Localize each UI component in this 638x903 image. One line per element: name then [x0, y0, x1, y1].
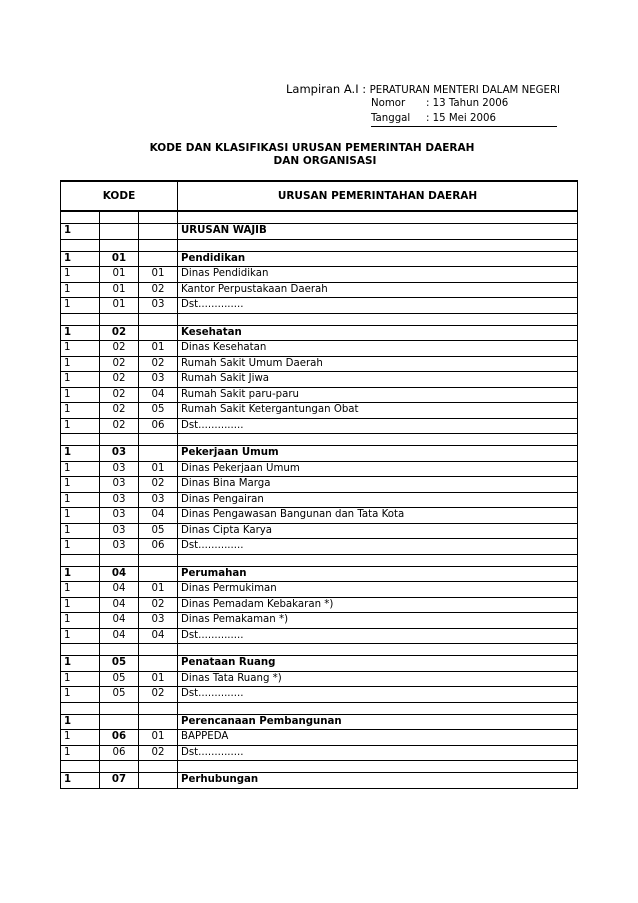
cell-unit-code: 04: [139, 387, 178, 403]
cell-unit-code: [139, 656, 178, 672]
cell-bidang-code: 02: [100, 387, 139, 403]
cell-unit-code: [139, 714, 178, 730]
cell-description: Perumahan: [178, 566, 578, 582]
cell-bidang-code: 05: [100, 671, 139, 687]
cell-unit-code: 02: [139, 745, 178, 761]
cell-description: Rumah Sakit Umum Daerah: [178, 356, 578, 372]
cell-description: Dinas Pengawasan Bangunan dan Tata Kota: [178, 508, 578, 524]
table-row: [61, 418, 578, 434]
cell-urusan-code: 1: [61, 582, 100, 598]
category-row: [61, 714, 578, 730]
spacer-row: [61, 211, 578, 224]
category-row: [61, 656, 578, 672]
cell-urusan-code: 1: [61, 341, 100, 357]
cell-bidang-code: 07: [100, 773, 139, 789]
category-row: [61, 251, 578, 267]
cell-unit-code: 01: [139, 582, 178, 598]
cell-bidang-code: 03: [100, 477, 139, 493]
cell-unit-code: 02: [139, 282, 178, 298]
nomor-value: : 13 Tahun 2006: [426, 98, 509, 109]
cell-urusan-code: [61, 313, 100, 325]
cell-urusan-code: 1: [61, 251, 100, 267]
cell-description: Dinas Kesehatan: [178, 341, 578, 357]
category-row: [61, 446, 578, 462]
cell-bidang-code: [100, 211, 139, 224]
cell-description: Dinas Tata Ruang *): [178, 671, 578, 687]
cell-unit-code: 01: [139, 267, 178, 283]
table-row: [61, 613, 578, 629]
column-header-urusan: URUSAN PEMERINTAHAN DAERAH: [178, 181, 578, 211]
cell-bidang-code: 06: [100, 745, 139, 761]
cell-description: Rumah Sakit Ketergantungan Obat: [178, 403, 578, 419]
cell-bidang-code: [100, 313, 139, 325]
spacer-row: [61, 644, 578, 656]
cell-description: Dinas Pengairan: [178, 492, 578, 508]
table-row: [61, 372, 578, 388]
cell-urusan-code: [61, 211, 100, 224]
cell-unit-code: 06: [139, 418, 178, 434]
cell-bidang-code: 05: [100, 687, 139, 703]
cell-description: Dst..............: [178, 418, 578, 434]
cell-bidang-code: 03: [100, 492, 139, 508]
cell-unit-code: 01: [139, 341, 178, 357]
cell-urusan-code: 1: [61, 508, 100, 524]
spacer-row: [61, 239, 578, 251]
cell-urusan-code: 1: [61, 224, 100, 240]
table-row: [61, 730, 578, 746]
cell-urusan-code: 1: [61, 325, 100, 341]
cell-unit-code: 04: [139, 508, 178, 524]
lampiran-line: [286, 82, 560, 98]
cell-description: Dst..............: [178, 628, 578, 644]
cell-urusan-code: 1: [61, 597, 100, 613]
cell-unit-code: [139, 251, 178, 267]
cell-description: [178, 644, 578, 656]
cell-urusan-code: 1: [61, 687, 100, 703]
tanggal-label: Tanggal: [371, 113, 411, 124]
cell-description: Dinas Bina Marga: [178, 477, 578, 493]
cell-unit-code: 05: [139, 403, 178, 419]
cell-unit-code: 01: [139, 671, 178, 687]
table-row: [61, 267, 578, 283]
cell-unit-code: 02: [139, 687, 178, 703]
cell-urusan-code: 1: [61, 773, 100, 789]
cell-urusan-code: 1: [61, 492, 100, 508]
cell-unit-code: [139, 644, 178, 656]
cell-urusan-code: 1: [61, 372, 100, 388]
cell-bidang-code: 02: [100, 403, 139, 419]
cell-unit-code: 02: [139, 597, 178, 613]
cell-urusan-code: 1: [61, 745, 100, 761]
cell-description: [178, 239, 578, 251]
cell-description: [178, 313, 578, 325]
cell-unit-code: 01: [139, 461, 178, 477]
cell-unit-code: [139, 224, 178, 240]
cell-unit-code: [139, 325, 178, 341]
cell-unit-code: 05: [139, 523, 178, 539]
cell-urusan-code: 1: [61, 523, 100, 539]
cell-bidang-code: 01: [100, 282, 139, 298]
cell-bidang-code: [100, 434, 139, 446]
cell-unit-code: 03: [139, 613, 178, 629]
cell-unit-code: [139, 446, 178, 462]
cell-bidang-code: [100, 714, 139, 730]
cell-unit-code: 06: [139, 539, 178, 555]
lampiran-reference: PERATURAN MENTERI DALAM NEGERI: [369, 85, 561, 96]
cell-unit-code: 02: [139, 356, 178, 372]
cell-description: Dinas Pekerjaan Umum: [178, 461, 578, 477]
cell-description: Rumah Sakit paru-paru: [178, 387, 578, 403]
cell-urusan-code: 1: [61, 418, 100, 434]
cell-unit-code: [139, 761, 178, 773]
spacer-row: [61, 761, 578, 773]
spacer-row: [61, 702, 578, 714]
lampiran-label: Lampiran A.I :: [286, 82, 367, 96]
cell-urusan-code: 1: [61, 446, 100, 462]
cell-bidang-code: [100, 239, 139, 251]
cell-bidang-code: [100, 554, 139, 566]
cell-urusan-code: 1: [61, 730, 100, 746]
cell-urusan-code: [61, 761, 100, 773]
cell-bidang-code: 04: [100, 582, 139, 598]
cell-bidang-code: 02: [100, 341, 139, 357]
cell-description: [178, 761, 578, 773]
cell-urusan-code: 1: [61, 461, 100, 477]
cell-urusan-code: 1: [61, 714, 100, 730]
cell-description: [178, 211, 578, 224]
cell-urusan-code: 1: [61, 613, 100, 629]
cell-urusan-code: 1: [61, 671, 100, 687]
cell-unit-code: [139, 773, 178, 789]
table-row: [61, 492, 578, 508]
cell-bidang-code: 03: [100, 523, 139, 539]
table-row: [61, 282, 578, 298]
cell-urusan-code: [61, 434, 100, 446]
cell-description: Perencanaan Pembangunan: [178, 714, 578, 730]
cell-description: Pendidikan: [178, 251, 578, 267]
cell-bidang-code: 03: [100, 508, 139, 524]
table-body: [61, 211, 578, 788]
cell-urusan-code: [61, 554, 100, 566]
cell-unit-code: [139, 702, 178, 714]
table-row: [61, 745, 578, 761]
cell-description: Kesehatan: [178, 325, 578, 341]
cell-description: Perhubungan: [178, 773, 578, 789]
cell-bidang-code: 03: [100, 461, 139, 477]
cell-urusan-code: 1: [61, 356, 100, 372]
table-row: [61, 356, 578, 372]
cell-description: Dinas Pemadam Kebakaran *): [178, 597, 578, 613]
cell-unit-code: [139, 211, 178, 224]
cell-urusan-code: [61, 239, 100, 251]
category-row: [61, 566, 578, 582]
cell-unit-code: [139, 554, 178, 566]
table-row: [61, 687, 578, 703]
cell-bidang-code: [100, 702, 139, 714]
cell-bidang-code: 04: [100, 628, 139, 644]
table-row: [61, 341, 578, 357]
cell-unit-code: [139, 434, 178, 446]
cell-bidang-code: [100, 224, 139, 240]
category-row: [61, 773, 578, 789]
cell-description: Penataan Ruang: [178, 656, 578, 672]
cell-urusan-code: 1: [61, 656, 100, 672]
cell-description: Dinas Permukiman: [178, 582, 578, 598]
cell-description: Pekerjaan Umum: [178, 446, 578, 462]
table-row: [61, 597, 578, 613]
cell-bidang-code: 01: [100, 267, 139, 283]
table-row: [61, 671, 578, 687]
nomor-line: [371, 97, 508, 110]
spacer-row: [61, 313, 578, 325]
cell-urusan-code: 1: [61, 298, 100, 314]
cell-unit-code: 02: [139, 477, 178, 493]
table-row: [61, 539, 578, 555]
document-title-line-2: DAN ORGANISASI: [273, 155, 377, 167]
cell-bidang-code: 01: [100, 298, 139, 314]
cell-unit-code: 03: [139, 492, 178, 508]
cell-unit-code: 04: [139, 628, 178, 644]
table-row: [61, 403, 578, 419]
table-row: [61, 523, 578, 539]
cell-bidang-code: 02: [100, 418, 139, 434]
document-title-line-1: KODE DAN KLASIFIKASI URUSAN PEMERINTAH DAERAH: [149, 142, 475, 154]
cell-urusan-code: 1: [61, 628, 100, 644]
cell-bidang-code: 04: [100, 566, 139, 582]
cell-bidang-code: [100, 644, 139, 656]
cell-description: URUSAN WAJIB: [178, 224, 578, 240]
cell-urusan-code: 1: [61, 282, 100, 298]
cell-urusan-code: 1: [61, 477, 100, 493]
classification-table: [60, 180, 578, 789]
cell-urusan-code: [61, 702, 100, 714]
cell-urusan-code: 1: [61, 539, 100, 555]
category-row: [61, 325, 578, 341]
cell-urusan-code: 1: [61, 566, 100, 582]
table-row: [61, 387, 578, 403]
table-row: [61, 477, 578, 493]
nomor-label: Nomor: [371, 98, 406, 109]
cell-description: Kantor Perpustakaan Daerah: [178, 282, 578, 298]
cell-unit-code: [139, 566, 178, 582]
column-header-kode: KODE: [61, 181, 178, 211]
cell-urusan-code: 1: [61, 267, 100, 283]
cell-bidang-code: [100, 761, 139, 773]
cell-unit-code: [139, 239, 178, 251]
cell-description: BAPPEDA: [178, 730, 578, 746]
cell-description: Dst..............: [178, 298, 578, 314]
cell-description: Dinas Pendidikan: [178, 267, 578, 283]
spacer-row: [61, 434, 578, 446]
cell-description: Rumah Sakit Jiwa: [178, 372, 578, 388]
cell-bidang-code: 02: [100, 372, 139, 388]
cell-description: [178, 702, 578, 714]
cell-urusan-code: [61, 644, 100, 656]
cell-description: Dst..............: [178, 745, 578, 761]
cell-bidang-code: 01: [100, 251, 139, 267]
cell-description: Dst..............: [178, 687, 578, 703]
table-row: [61, 628, 578, 644]
header-divider: [371, 126, 557, 127]
cell-description: [178, 554, 578, 566]
cell-urusan-code: 1: [61, 387, 100, 403]
table-row: [61, 508, 578, 524]
cell-bidang-code: 03: [100, 446, 139, 462]
cell-unit-code: [139, 313, 178, 325]
cell-bidang-code: 02: [100, 325, 139, 341]
table-row: [61, 461, 578, 477]
cell-description: Dst..............: [178, 539, 578, 555]
cell-unit-code: 01: [139, 730, 178, 746]
cell-bidang-code: 05: [100, 656, 139, 672]
cell-bidang-code: 03: [100, 539, 139, 555]
category-row: [61, 224, 578, 240]
table-row: [61, 298, 578, 314]
cell-urusan-code: 1: [61, 403, 100, 419]
cell-bidang-code: 06: [100, 730, 139, 746]
cell-unit-code: 03: [139, 298, 178, 314]
tanggal-line: [371, 112, 496, 125]
cell-description: Dinas Pemakaman *): [178, 613, 578, 629]
cell-bidang-code: 04: [100, 613, 139, 629]
cell-description: Dinas Cipta Karya: [178, 523, 578, 539]
table-header-row: [61, 181, 578, 211]
cell-bidang-code: 04: [100, 597, 139, 613]
cell-unit-code: 03: [139, 372, 178, 388]
cell-description: [178, 434, 578, 446]
spacer-row: [61, 554, 578, 566]
tanggal-value: : 15 Mei 2006: [426, 113, 496, 124]
cell-bidang-code: 02: [100, 356, 139, 372]
table-row: [61, 582, 578, 598]
